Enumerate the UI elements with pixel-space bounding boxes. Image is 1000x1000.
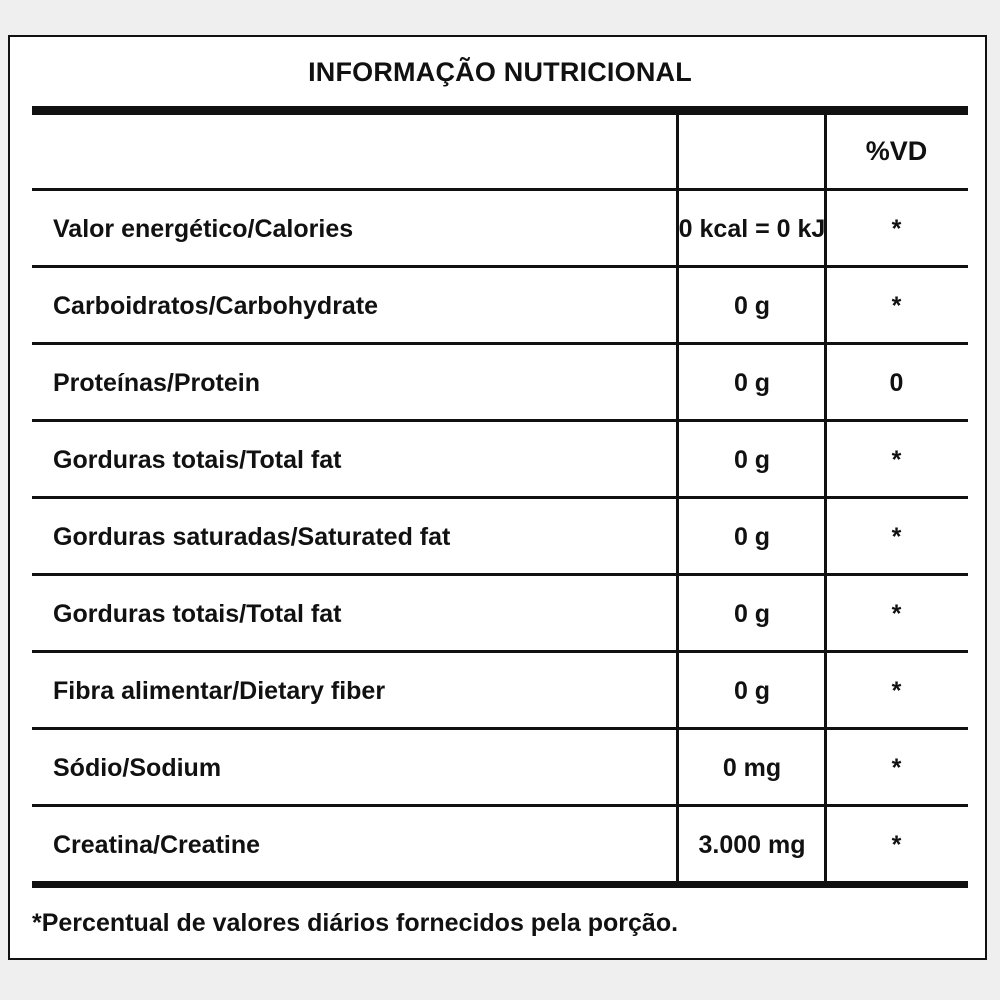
nutrient-amount: 0 g <box>733 523 771 551</box>
vd-header: %VD <box>865 135 928 166</box>
nutrient-name: Proteínas/Protein <box>53 369 260 397</box>
nutrient-name: Carboidratos/Carbohydrate <box>53 292 379 320</box>
nutrient-vd: * <box>891 292 902 320</box>
nutrient-vd: * <box>891 215 902 243</box>
nutrient-amount: 0 mg <box>722 754 782 782</box>
top-thick-rule <box>32 106 968 115</box>
footnote: *Percentual de valores diários fornecidos pela porção. <box>32 908 679 937</box>
panel-title: INFORMAÇÃO NUTRICIONAL <box>308 56 692 87</box>
nutrient-amount: 0 g <box>733 369 771 397</box>
table-row <box>33 653 967 729</box>
table-row <box>33 268 967 344</box>
table-row <box>33 730 967 806</box>
nutrient-vd: * <box>891 600 902 628</box>
nutrient-vd: * <box>891 754 902 782</box>
nutrient-name: Gorduras saturadas/Saturated fat <box>53 523 451 551</box>
nutrient-name: Valor energético/Calories <box>53 215 354 243</box>
nutrient-amount: 0 g <box>733 677 771 705</box>
nutrient-amount: 3.000 mg <box>698 831 806 859</box>
nutrient-vd: * <box>891 446 902 474</box>
nutrient-name: Fibra alimentar/Dietary fiber <box>53 677 386 705</box>
table-row <box>33 807 967 883</box>
nutrient-amount: 0 g <box>733 600 771 628</box>
nutrient-name: Sódio/Sodium <box>53 754 222 782</box>
table-row <box>33 345 967 421</box>
nutrient-name: Gorduras totais/Total fat <box>53 600 342 628</box>
nutrient-amount: 0 g <box>733 292 771 320</box>
table-row <box>33 422 967 498</box>
table-row <box>33 576 967 652</box>
bottom-thick-rule <box>32 881 968 888</box>
table-row <box>33 191 967 267</box>
nutrient-vd: 0 <box>889 369 904 397</box>
nutrient-vd: * <box>891 677 902 705</box>
nutrient-vd: * <box>891 831 902 859</box>
nutrient-amount: 0 g <box>733 446 771 474</box>
nutrient-name: Creatina/Creatine <box>53 831 261 859</box>
table-row <box>33 499 967 575</box>
nutrient-amount: 0 kcal = 0 kJ <box>678 215 826 243</box>
nutrient-name: Gorduras totais/Total fat <box>53 446 342 474</box>
nutrient-vd: * <box>891 523 902 551</box>
